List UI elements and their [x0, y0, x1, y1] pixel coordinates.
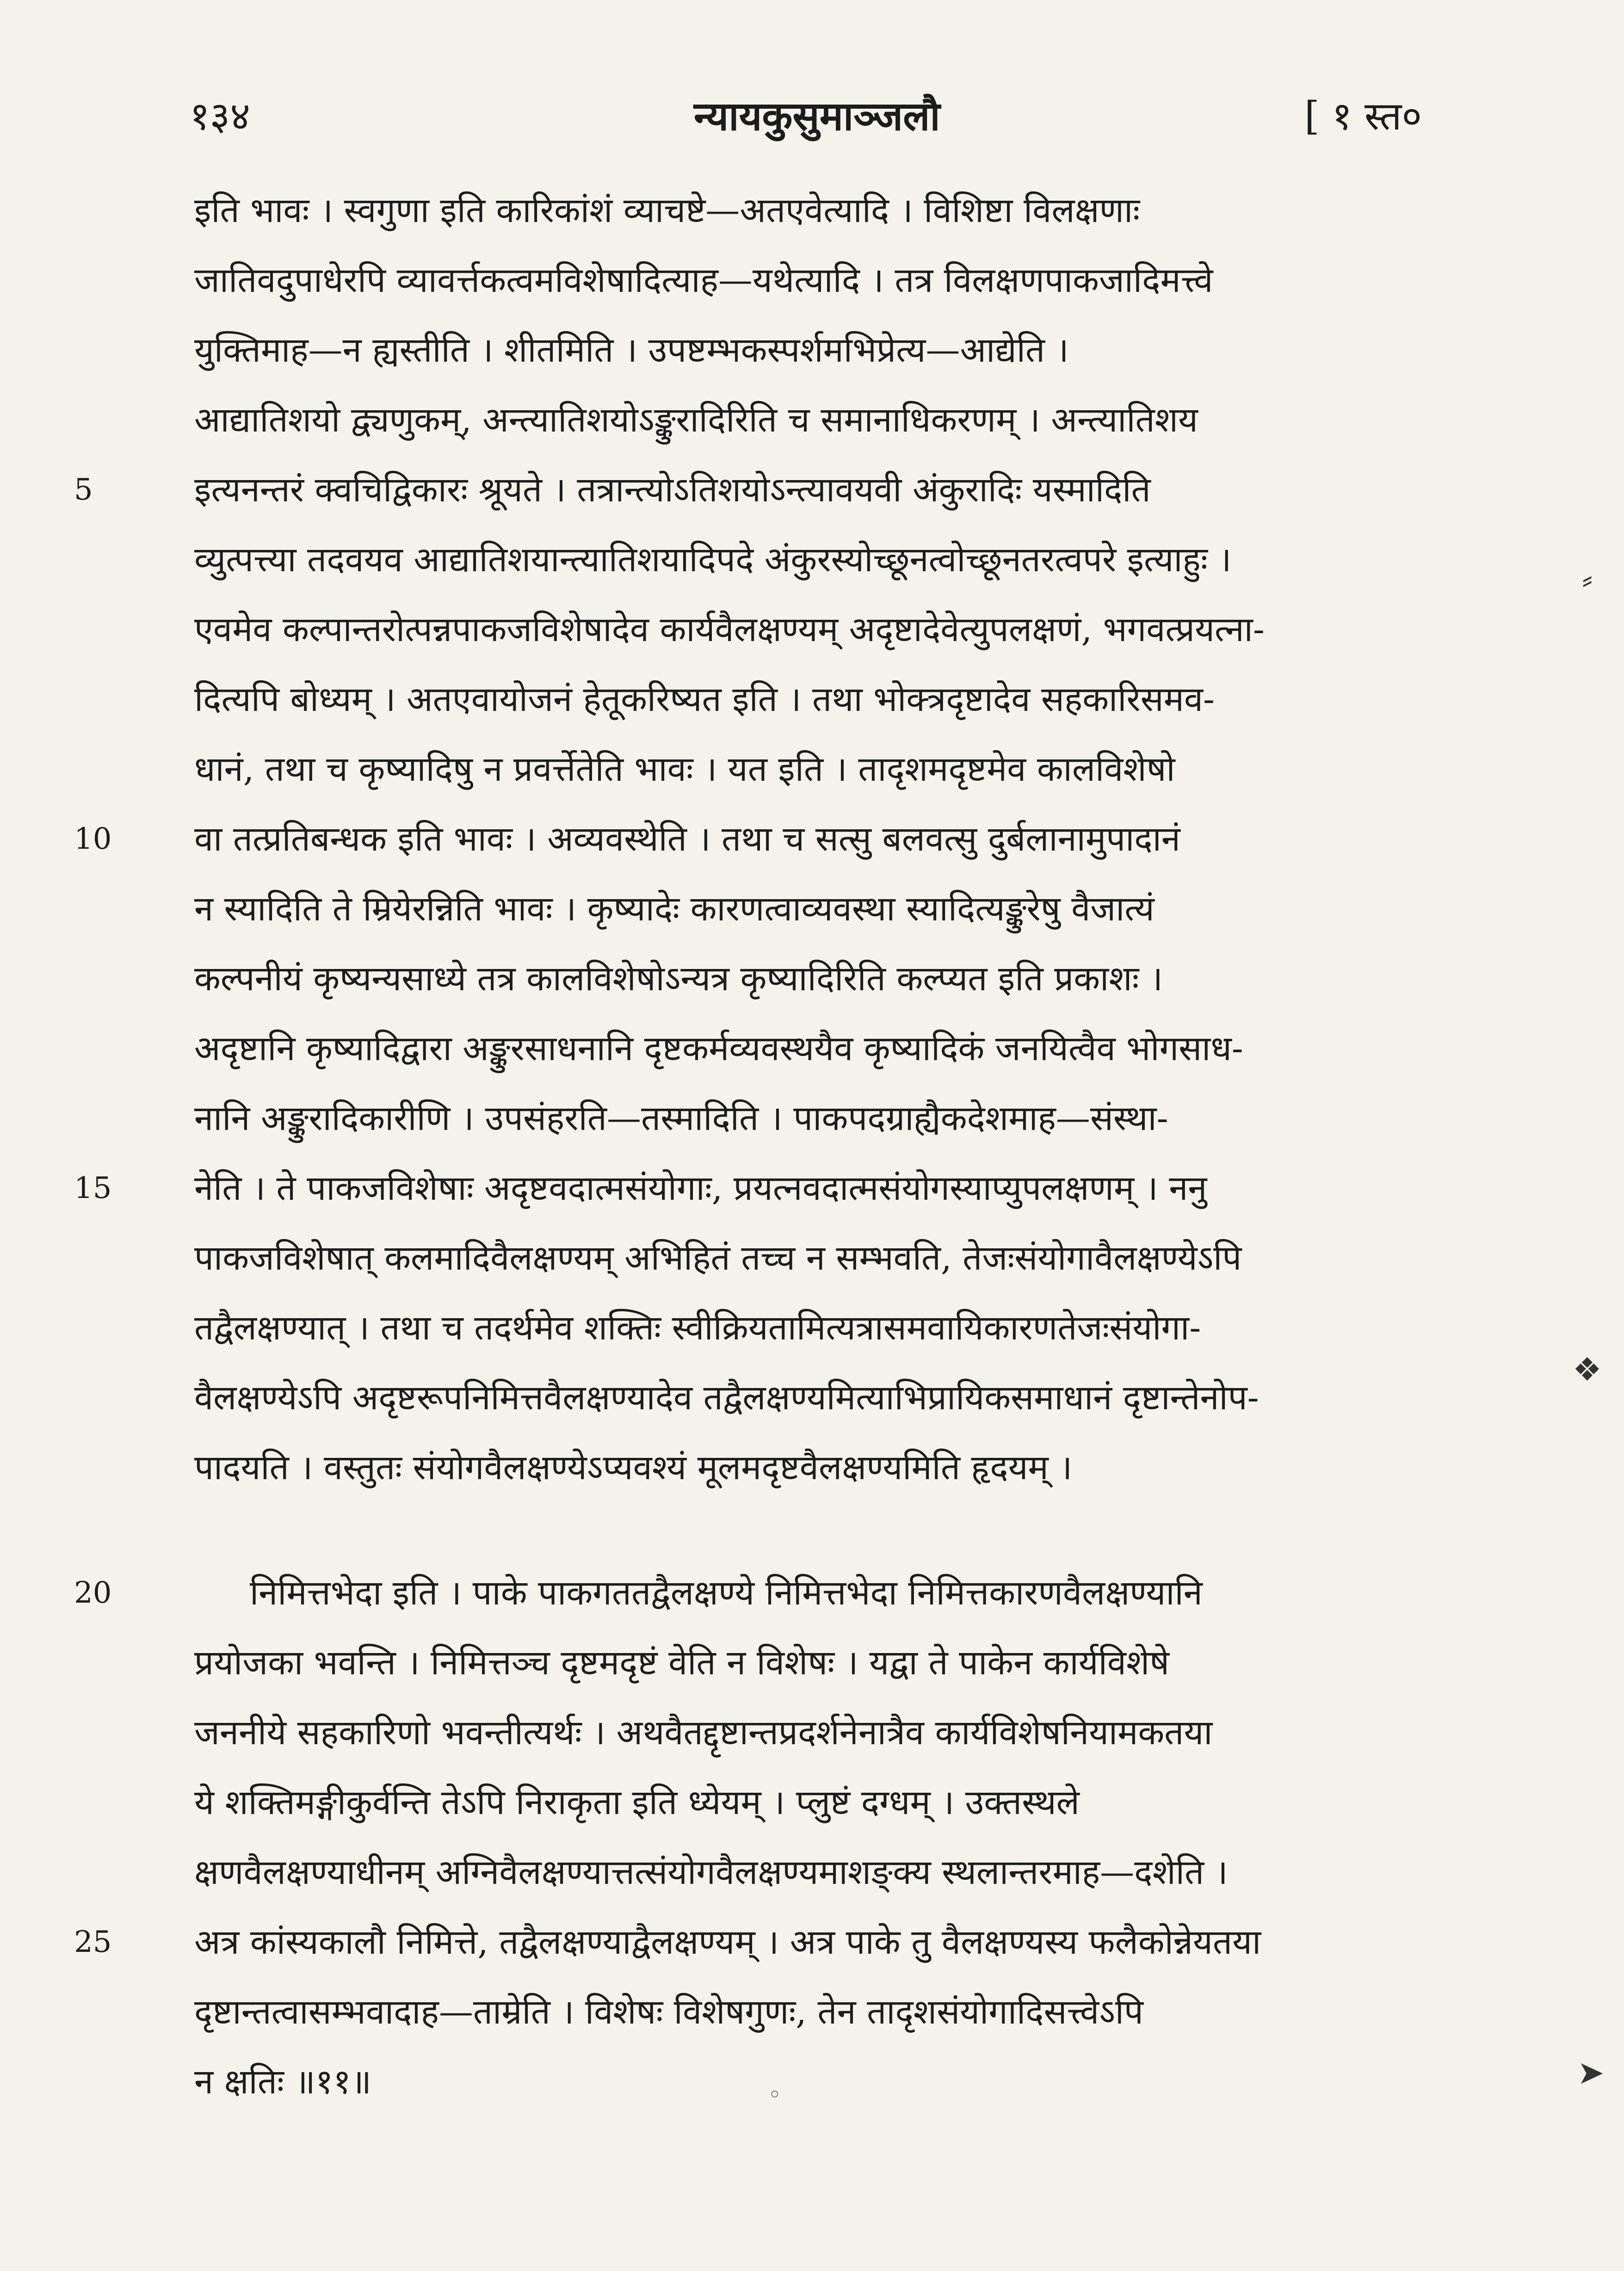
text-line: नानि अङ्कुरादिकारीणि । उपसंहरति—तस्मादिति । पाकपदग्राह्यैकदेशमाह—संस्था- — [194, 1098, 1168, 1138]
line-number: 15 — [74, 1171, 112, 1205]
text-line: वैलक्षण्येऽपि अदृष्टरूपनिमित्तवैलक्षण्यादेव तद्वैलक्षण्यमित्याभिप्रायिकसमाधानं दृष्टान्तेनोप- — [194, 1378, 1259, 1418]
text-line: इत्यनन्तरं क्वचिद्विकारः श्रूयते । तत्रान्त्योऽतिशयोऽन्त्यावयवी अंकुरादिः यस्मादिति — [194, 470, 1151, 510]
text-line: नेति । ते पाकजविशेषाः अदृष्टवदात्मसंयोगाः, प्रयत्नवदात्मसंयोगस्याप्युपलक्षणम् । ननु — [194, 1168, 1207, 1208]
page-header — [0, 69, 1624, 162]
text-line: धानं, तथा च कृष्यादिषु न प्रवर्त्तेतेति भावः । यत इति । तादृशमदृष्टमेव कालविशेषो — [194, 749, 1175, 789]
text-line: अत्र कांस्यकालौ निमित्ते, तद्वैलक्षण्याद्वैलक्षण्यम् । अत्र पाके तु वैलक्षण्यस्य फलैकोन्नेयतया — [194, 1922, 1261, 1962]
text-line: तद्वैलक्षण्यात् । तथा च तदर्थमेव शक्तिः स्वीक्रियतामित्यत्रासमवायिकारणतेजःसंयोगा- — [194, 1308, 1201, 1348]
text-line: एवमेव कल्पान्तरोत्पन्नपाकजविशेषादेव कार्यवैलक्षण्यम् अदृष्टादेवेत्युपलक्षणं, भगवत्प्रयत्ना- — [194, 610, 1265, 649]
text-line: जातिवदुपाधेरपि व्यावर्त्तकत्वमविशेषादित्याह—यथेत्यादि । तत्र विलक्षणपाकजादिमत्त्वे — [194, 260, 1213, 300]
text-line: क्षणवैलक्षण्याधीनम् अग्निवैलक्षण्यात्तत्संयोगवैलक्षण्यमाशङ्क्य स्थलान्तरमाह—दशेति । — [194, 1852, 1228, 1892]
text-line: अदृष्टानि कृष्यादिद्वारा अङ्कुरसाधनानि दृष्टकर्मव्यवस्थयैव कृष्यादिकं जनयित्वैव भोगसाध- — [194, 1029, 1243, 1068]
text-line: न क्षतिः ॥११॥ — [194, 2062, 372, 2102]
text-line: कल्पनीयं कृष्यन्यसाध्ये तत्र कालविशेषोऽन्यत्र कृष्यादिरिति कल्प्यत इति प्रकाशः । — [194, 959, 1163, 999]
section-marker: [ १ स्त० — [1304, 93, 1422, 139]
text-line: जननीये सहकारिणो भवन्तीत्यर्थः । अथवैतद्दृष्टान्तप्रदर्शनेनात्रैव कार्यविशेषनियामकतया — [194, 1713, 1213, 1753]
running-title: न्यायकुसुमाञ्जलौ — [694, 93, 940, 140]
text-line: ये शक्तिमङ्गीकुर्वन्ति तेऽपि निराकृता इति ध्येयम् । प्लुष्टं दग्धम् । उक्तस्थले — [194, 1783, 1080, 1822]
line-number: 10 — [74, 822, 112, 856]
line-number: 20 — [74, 1576, 112, 1610]
text-line: दित्यपि बोध्यम् । अतएवायोजनं हेतूकरिष्यत इति । तथा भोक्त्रदृष्टादेव सहकारिसमव- — [194, 679, 1215, 719]
text-line: न स्यादिति ते म्रियेरन्निति भावः । कृष्यादेः कारणत्वाव्यवस्था स्यादित्यङ्कुरेषु वैजात्यं — [194, 889, 1155, 929]
margin-mark: ➤ — [1577, 2054, 1605, 2092]
margin-mark: ❖ — [1573, 1351, 1602, 1389]
margin-mark: ⸗ — [1582, 560, 1593, 598]
page-number: १३४ — [190, 93, 251, 139]
text-line: पाकजविशेषात् कलमादिवैलक्षण्यम् अभिहितं तच्च न सम्भवति, तेजःसंयोगावैलक्षण्येऽपि — [194, 1238, 1242, 1278]
text-line: युक्तिमाह—न ह्यस्तीति । शीतमिति । उपष्टम्भकस्पर्शमभिप्रेत्य—आद्येति । — [194, 330, 1069, 370]
text-line: निमित्तभेदा इति । पाके पाकगततद्वैलक्षण्ये निमित्तभेदा निमित्तकारणवैलक्षण्यानि — [250, 1573, 1203, 1613]
line-number: 5 — [74, 473, 93, 507]
text-line: दृष्टान्तत्वासम्भवादाह—ताम्रेति । विशेषः विशेषगुणः, तेन तादृशसंयोगादिसत्त्वेऽपि — [194, 1992, 1143, 2032]
text-line: प्रयोजका भवन्ति । निमित्तञ्च दृष्टमदृष्टं वेति न विशेषः । यद्वा ते पाकेन कार्यविशेषे — [194, 1643, 1169, 1683]
text-line: इति भावः । स्वगुणा इति कारिकांशं व्याचष्टे—अतएवेत्यादि । विशिष्टा विलक्षणाः — [194, 191, 1140, 230]
text-line: व्युत्पत्त्या तदवयव आद्यातिशयान्त्यातिशयादिपदे अंकुरस्योच्छूनत्वोच्छूनतरत्वपरे इत्याहुः । — [194, 540, 1232, 580]
line-number: 25 — [74, 1925, 112, 1959]
text-line: वा तत्प्रतिबन्धक इति भावः । अव्यवस्थेति । तथा च सत्सु बलवत्सु दुर्बलानामुपादानं — [194, 819, 1180, 859]
footer-dot: ◦ — [768, 2081, 782, 2108]
text-line: आद्यातिशयो द्व्यणुकम्, अन्त्यातिशयोऽङ्कुरादिरिति च समानाधिकरणम् । अन्त्यातिशय — [194, 400, 1198, 440]
text-line: पादयति । वस्तुतः संयोगवैलक्षण्येऽप्यवश्यं मूलमदृष्टवैलक्षण्यमिति हृदयम् । — [194, 1448, 1073, 1487]
